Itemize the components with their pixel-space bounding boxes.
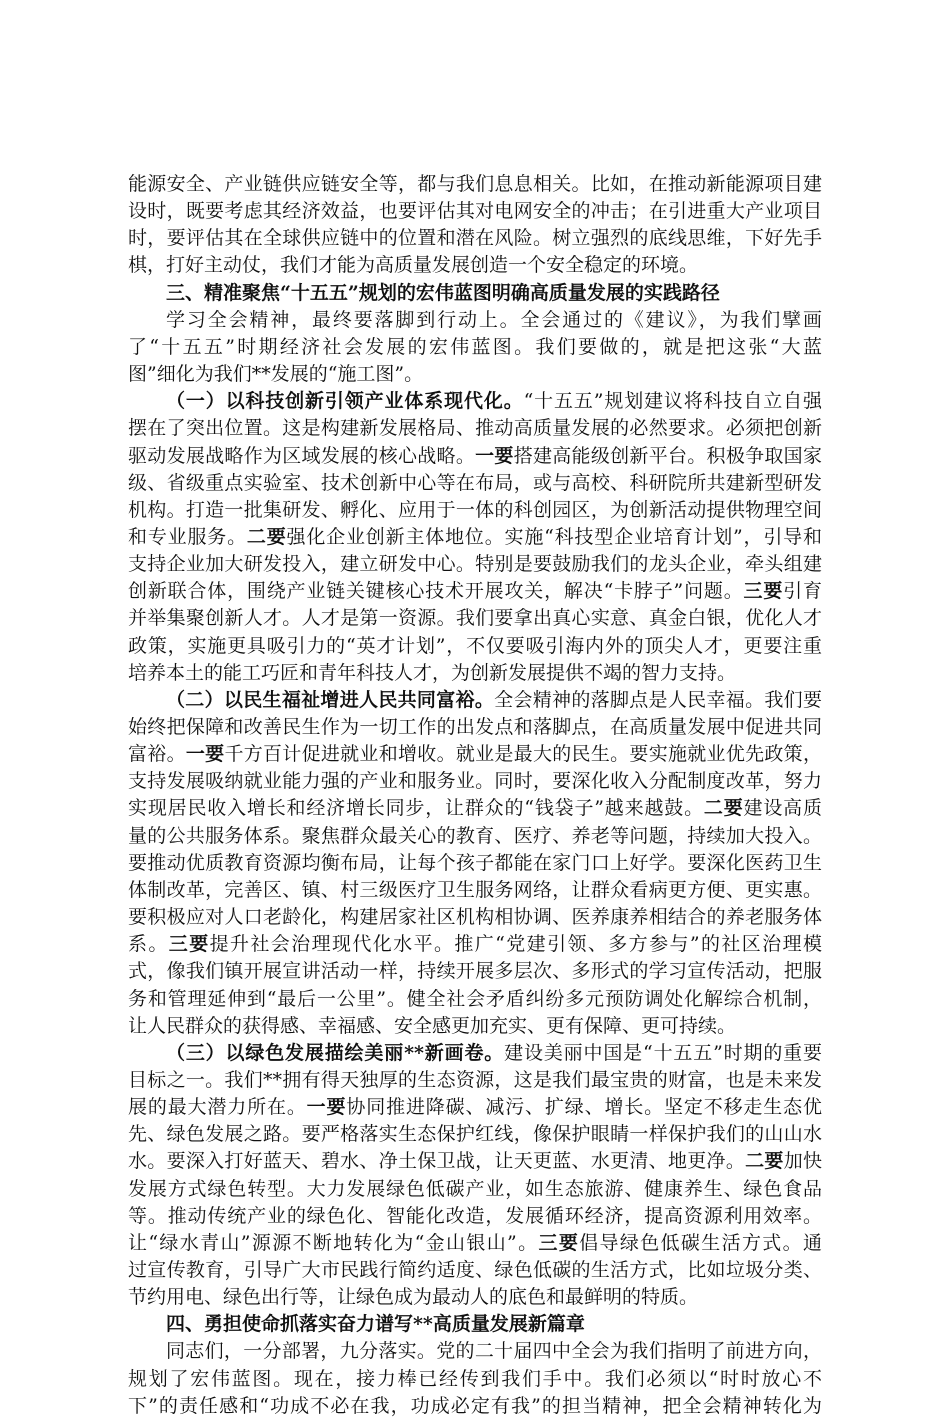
text-run: 要积极应对人口老龄化，构建居家社区机构相协调、医养康养相结合的养老服务体: [128, 906, 822, 928]
text-run: 培养本土的能工巧匠和青年科技人才，为创新发展提供不竭的智力支持。: [128, 662, 737, 684]
text-run: 加快: [783, 1150, 822, 1172]
paragraph-line: [166, 388, 822, 415]
paragraph-line: [128, 1393, 822, 1420]
paragraph-line: [128, 850, 822, 877]
text-run: 务和管理延伸到“最后一公里”。健全社会矛盾纠纷多元预防调处化解综合机制，: [128, 988, 822, 1010]
text-run: 下”的责任感和“功成不必在我，功成必定有我”的担当精神，把全会精神转化为: [128, 1395, 822, 1417]
paragraph-line: [128, 1257, 822, 1284]
bold-text: 二要: [246, 526, 287, 548]
text-run: 体制改革，完善区、镇、村三级医疗卫生服务网络，让群众看病更方便、更实惠。: [128, 879, 822, 901]
bold-text: 一要: [185, 743, 225, 765]
text-run: 式，像我们镇开展宣讲活动一样，持续开展多层次、多形式的学习宣传活动，把服: [128, 960, 822, 982]
paragraph-line: [128, 225, 822, 252]
text-run: 目标之一。我们**拥有得天独厚的生态资源，这是我们最宝贵的财富，也是未来发: [128, 1069, 822, 1091]
text-run: 学习全会精神，最终要落脚到行动上。全会通过的《建议》，为我们擘画: [166, 309, 822, 331]
text-run: 让人民群众的获得感、幸福感、安全感更加充实、更有保障、更可持续。: [128, 1015, 737, 1037]
text-run: 支持企业加大研发投入，建立研发中心。特别是要鼓励我们的龙头企业，牵头组建: [128, 553, 822, 575]
paragraph-line: [128, 361, 822, 388]
paragraph-line: [128, 1176, 822, 1203]
text-run: 展的最大潜力所在。: [128, 1096, 307, 1118]
text-run: 级、省级重点实验室、技术创新中心等在布局，或与高校、科研院所共建新型研发: [128, 472, 822, 494]
text-run: 同志们，一分部署，九分落实。党的二十届四中全会为我们指明了前进方向，: [166, 1340, 822, 1362]
paragraph-line: [128, 1203, 822, 1230]
text-run: 倡导绿色低碳生活方式。通: [579, 1232, 822, 1254]
text-run: 引育: [783, 580, 822, 602]
text-run: 创新联合体，围绕产业链关键核心技术开展攻关，解决“卡脖子”问题。: [128, 580, 744, 602]
section-heading: [166, 280, 822, 307]
text-run: 千方百计促进就业和增收。就业是最大的民生。要实施就业优先政策，: [224, 743, 822, 765]
paragraph-line: [128, 931, 822, 958]
text-run: 节约用电、绿色出行等，让绿色成为最动人的底色和最鲜明的特质。: [128, 1286, 699, 1308]
bold-text: （三）以绿色发展描绘美丽**新画卷。: [166, 1042, 505, 1064]
text-run: “十五五”规划建议将科技自立自强: [523, 390, 822, 412]
paragraph-line: [128, 171, 822, 198]
text-run: 能源安全、产业链供应链安全等，都与我们息息相关。比如，在推动新能源项目建: [128, 173, 822, 195]
text-run: 并举集聚创新人才。人才是第一资源。我们要拿出真心实意、真金白银，优化人才: [128, 607, 822, 629]
text-run: 建设高质: [743, 797, 822, 819]
bold-text: 三要: [743, 580, 784, 602]
text-run: 强化企业创新主体地位。实施“科技型企业培育计划”，引导和: [286, 526, 822, 548]
text-run: 支持发展吸纳就业能力强的产业和服务业。同时，要深化收入分配制度改革，努力: [128, 770, 822, 792]
text-run: 政策，实施更具吸引力的“英才计划”，不仅要吸引海内外的顶尖人才，更要注重: [128, 635, 822, 657]
bold-text: 一要: [306, 1096, 347, 1118]
section-heading: [166, 1311, 822, 1338]
paragraph-line: [128, 1230, 822, 1257]
text-run: 规划了宏伟蓝图。现在，接力棒已经传到我们手中。我们必须以“时时放心不: [128, 1368, 822, 1390]
bold-text: 三、精准聚焦“十五五”规划的宏伟蓝图明确高质量发展的实践路径: [166, 282, 720, 304]
bold-text: 二要: [703, 797, 744, 819]
text-run: 机构。打造一批集研发、孵化、应用于一体的科创园区，为创新活动提供物理空间: [128, 499, 822, 521]
text-run: 量的公共服务体系。聚焦群众最关心的教育、医疗、养老等问题，持续加大投入。: [128, 825, 822, 847]
text-run: 设时，既要考虑其经济效益，也要评估其对电网安全的冲击；在引进重大产业项目: [128, 200, 822, 222]
paragraph-line: [128, 252, 822, 279]
text-run: 发展方式绿色转型。大力发展绿色低碳产业，如生态旅游、健康养生、绿色食品: [128, 1178, 822, 1200]
paragraph-line: [128, 1067, 822, 1094]
paragraph-line: [128, 1284, 822, 1311]
text-run: 过宣传教育，引导广大市民践行简约适度、绿色低碳的生活方式，比如垃圾分类、: [128, 1259, 822, 1281]
text-run: 让“绿水青山”源源不断地转化为“金山银山”。: [128, 1232, 539, 1254]
text-run: 棋，打好主动仗，我们才能为高质量发展创造一个安全稳定的环境。: [128, 254, 699, 276]
text-run: 驱动发展战略作为区域发展的核心战略。: [128, 445, 476, 467]
text-run: 实现居民收入增长和经济增长同步，让群众的“钱袋子”越来越鼓。: [128, 797, 704, 819]
paragraph-line: [128, 470, 822, 497]
paragraph-line: [128, 958, 822, 985]
paragraph-line: [128, 1366, 822, 1393]
paragraph-line: [128, 633, 822, 660]
bold-text: 二要: [745, 1150, 784, 1172]
text-run: 时，要评估其在全球供应链中的位置和潜在风险。树立强烈的底线思维，下好先手: [128, 227, 822, 249]
paragraph-line: [128, 986, 822, 1013]
text-run: 和专业服务。: [128, 526, 247, 548]
text-run: 始终把保障和改善民生作为一切工作的出发点和落脚点，在高质量发展中促进共同: [128, 716, 822, 738]
bold-text: 一要: [475, 445, 514, 467]
paragraph-line: [128, 497, 822, 524]
paragraph-line: [128, 714, 822, 741]
text-run: 要推动优质教育资源均衡布局，让每个孩子都能在家门口上好学。要深化医药卫生: [128, 852, 822, 874]
paragraph-line: [128, 1121, 822, 1148]
paragraph-line: [128, 1148, 822, 1175]
paragraph-line: [166, 307, 822, 334]
paragraph-line: [128, 334, 822, 361]
text-run: 协同推进降碳、减污、扩绿、增长。坚定不移走生态优: [346, 1096, 822, 1118]
paragraph-line: [166, 687, 822, 714]
paragraph-line: [128, 198, 822, 225]
paragraph-line: [128, 605, 822, 632]
paragraph-line: [128, 415, 822, 442]
paragraph-line: [128, 1094, 822, 1121]
paragraph-line: [128, 877, 822, 904]
bold-text: 三要: [168, 933, 210, 955]
text-run: 建设美丽中国是“十五五”时期的重要: [504, 1042, 822, 1064]
paragraph-line: [128, 524, 822, 551]
paragraph-line: [128, 660, 822, 687]
text-run: 了“十五五”时期经济社会发展的宏伟蓝图。我们要做的，就是把这张“大蓝: [128, 336, 822, 358]
bold-text: （二）以民生福祉增进人民共同富裕。: [166, 689, 495, 711]
paragraph-line: [128, 443, 822, 470]
bold-text: 三要: [538, 1232, 580, 1254]
paragraph-line: [128, 823, 822, 850]
bold-text: （一）以科技创新引领产业体系现代化。: [166, 390, 524, 412]
text-run: 水。要深入打好蓝天、碧水、净土保卫战，让天更蓝、水更清、地更净。: [128, 1150, 746, 1172]
text-run: 全会精神的落脚点是人民幸福。我们要: [494, 689, 822, 711]
text-run: 搭建高能级创新平台。积极争取国家: [513, 445, 822, 467]
text-run: 摆在了突出位置。这是构建新发展格局、推动高质量发展的必然要求。必须把创新: [128, 417, 822, 439]
paragraph-line: [128, 795, 822, 822]
text-run: 等。推动传统产业的绿色化、智能化改造，发展循环经济，提高资源利用效率。: [128, 1205, 822, 1227]
paragraph-line: [166, 1338, 822, 1365]
paragraph-line: [128, 1013, 822, 1040]
text-run: 先、绿色发展之路。要严格落实生态保护红线，像保护眼睛一样保护我们的山山水: [128, 1123, 822, 1145]
paragraph-line: [128, 578, 822, 605]
paragraph-line: [128, 551, 822, 578]
text-run: 富裕。: [128, 743, 186, 765]
bold-text: 四、勇担使命抓落实奋力谱写**高质量发展新篇章: [166, 1313, 585, 1335]
paragraph-line: [128, 741, 822, 768]
paragraph-line: [128, 904, 822, 931]
text-run: 图”细化为我们**发展的“施工图”。: [128, 363, 424, 385]
text-run: 提升社会治理现代化水平。推广“党建引领、多方参与”的社区治理模: [209, 933, 822, 955]
paragraph-line: [166, 1040, 822, 1067]
text-run: 系。: [128, 933, 169, 955]
paragraph-line: [128, 768, 822, 795]
